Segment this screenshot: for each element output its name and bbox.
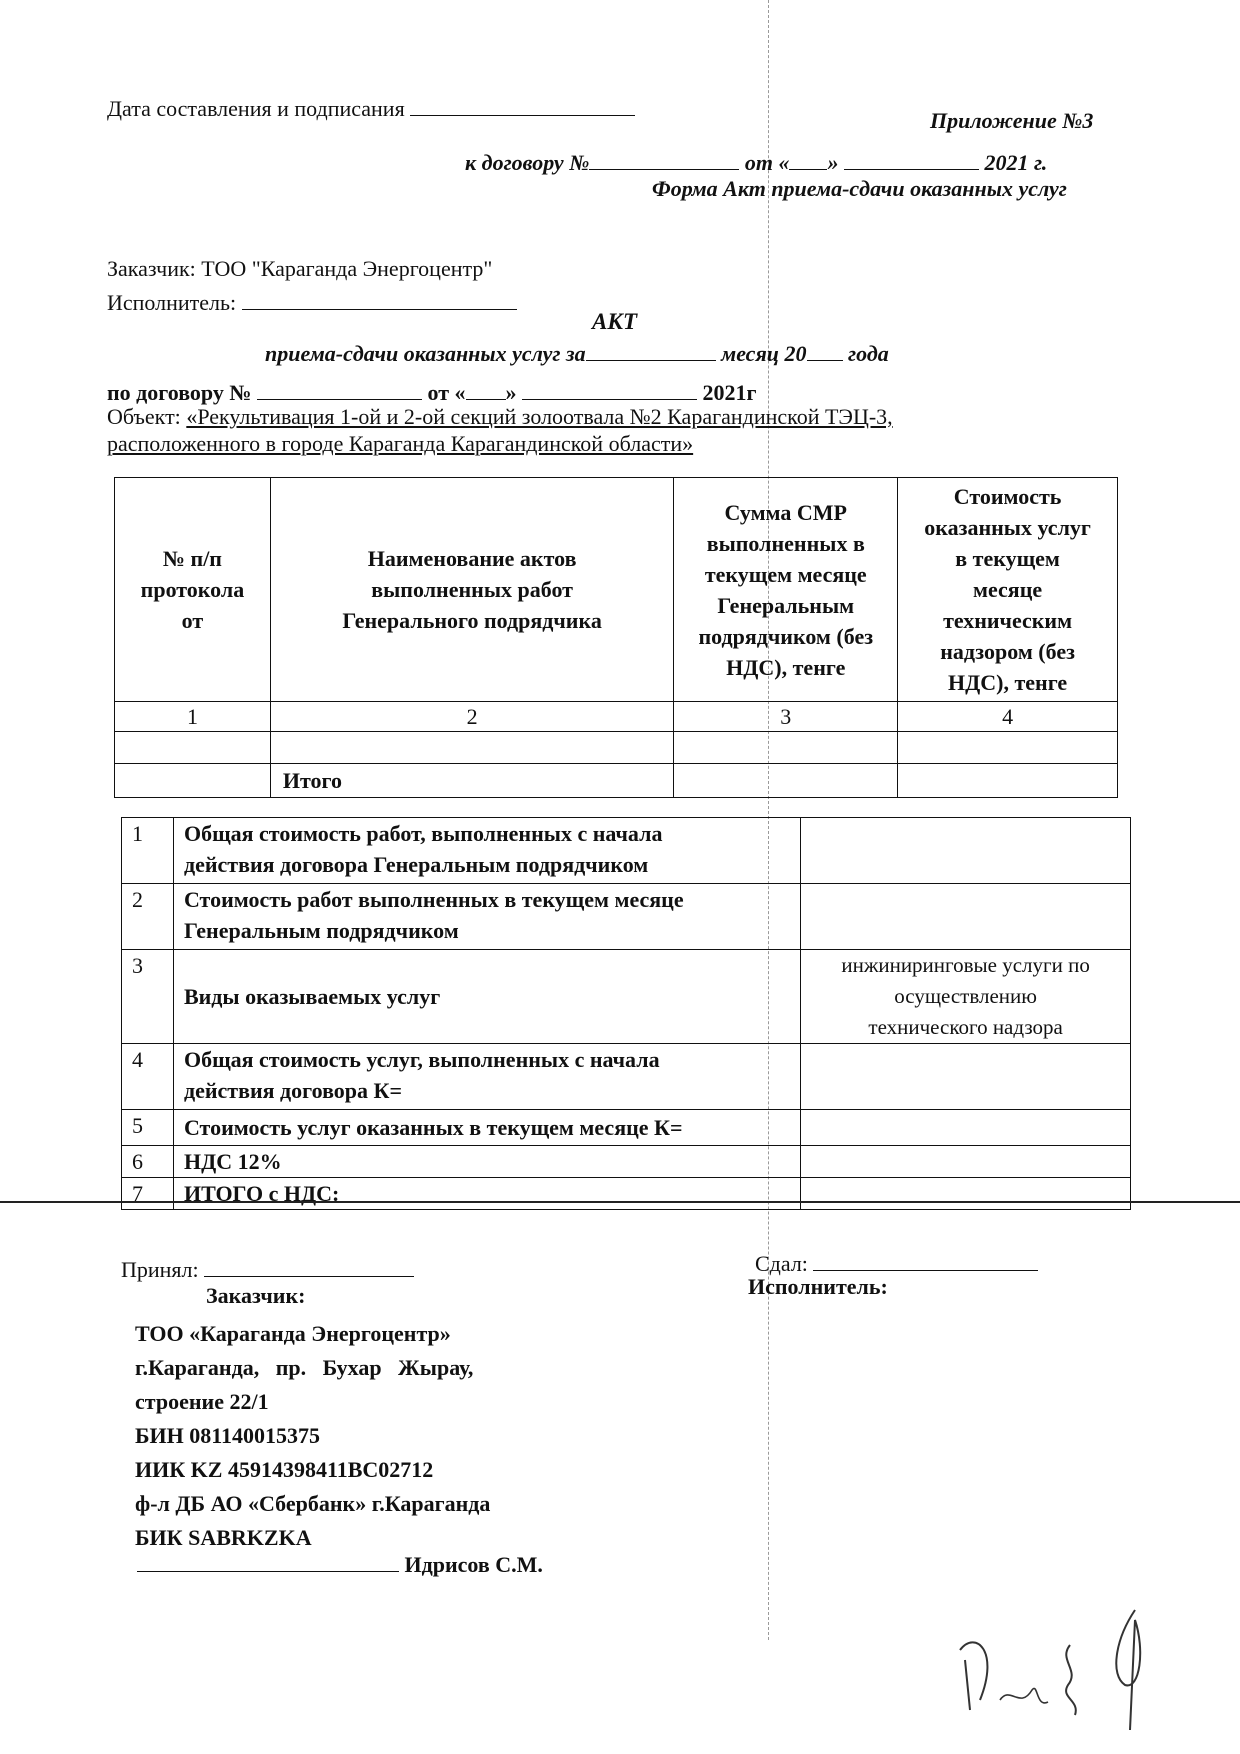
object-label: Объект: <box>107 404 181 429</box>
act-year-prefix: месяц 20 <box>721 341 807 367</box>
header-protocol-line-1: № п/п <box>162 546 222 571</box>
act-contract-number-blank <box>257 376 422 400</box>
executor-label: Исполнитель: <box>107 290 237 316</box>
table-cell <box>674 732 898 764</box>
total-label: Итого <box>270 764 673 798</box>
customer-sign-label: Заказчик: <box>206 1283 306 1308</box>
customer-line: Заказчик: ТОО "Караганда Энергоцентр" <box>107 256 493 281</box>
column-number: 1 <box>115 702 271 732</box>
header-supervision-line-3: в текущем <box>955 546 1060 571</box>
customer-details-line: строение 22/1 <box>135 1389 269 1414</box>
row-value <box>801 1178 1131 1210</box>
act-contract-day-blank <box>466 376 506 400</box>
header-smr-line-2: выполненных в <box>706 530 865 556</box>
row-description-line: Виды оказываемых услуг <box>183 984 441 1009</box>
executor-blank <box>242 286 517 310</box>
header-smr-line-1: Сумма СМР <box>724 499 847 525</box>
row-number: 1 <box>122 818 174 884</box>
customer-details-line: ф-л ДБ АО «Сбербанк» г.Караганда <box>135 1491 491 1516</box>
row-description <box>173 884 800 950</box>
header-supervision-cost <box>898 478 1118 702</box>
customer-details-line: ТОО «Караганда Энергоцентр» <box>135 1321 451 1346</box>
contract-number-blank <box>589 146 739 170</box>
customer-details-line: БИН 081140015375 <box>135 1423 321 1448</box>
customer-details-line: г.Караганда, пр. Бухар Жырау, <box>135 1355 474 1380</box>
header-supervision-line-5: техническим <box>943 608 1073 633</box>
contract-ref-line <box>465 146 1047 176</box>
contract-year: 2021 г. <box>984 150 1048 176</box>
row-value <box>801 1146 1131 1178</box>
handed-blank <box>813 1247 1038 1271</box>
header-smr-line-4: Генеральным <box>717 592 855 618</box>
services-type-line: осуществлению <box>894 984 1037 1008</box>
handwritten-initials <box>940 1590 1170 1740</box>
accepted-label: Принял: <box>121 1257 199 1283</box>
header-supervision-line-2: оказанных услуг <box>924 515 1091 540</box>
header-acts-line-3: Генерального подрядчика <box>342 608 602 633</box>
table-cell <box>115 764 271 798</box>
date-line <box>107 92 635 122</box>
contract-prefix: к договору № <box>465 150 590 176</box>
appendix-label: Приложение №3 <box>930 108 1094 133</box>
summary-table <box>121 817 1131 1210</box>
row-description-line: Общая стоимость услуг, выполненных с начала <box>183 1047 660 1072</box>
header-supervision-line-7: НДС), тенге <box>947 670 1068 695</box>
row-number: 2 <box>122 884 174 950</box>
row-description-line: Стоимость работ выполненных в текущем месяце <box>183 887 684 912</box>
contract-from: от « <box>744 150 790 176</box>
act-period-line <box>265 337 889 367</box>
customer-details-line: БИК SABRKZKA <box>135 1525 312 1550</box>
row-number: 6 <box>122 1146 174 1178</box>
row-description <box>173 1044 800 1110</box>
signatory-line <box>137 1548 543 1578</box>
table-cell <box>115 732 271 764</box>
header-smr-line-3: текущем месяце <box>704 561 867 587</box>
row-description <box>173 950 800 1044</box>
table-cell <box>898 764 1118 798</box>
row-description-line: действия договора К= <box>183 1078 403 1103</box>
summary-row-3 <box>122 950 1131 1044</box>
row-number: 5 <box>122 1110 174 1146</box>
row-number: 4 <box>122 1044 174 1110</box>
contract-day-blank <box>789 146 827 170</box>
header-acts-line-1: Наименование актов <box>367 546 577 571</box>
contract-month-blank <box>844 146 979 170</box>
services-table <box>114 477 1118 798</box>
header-supervision-line-4: месяце <box>973 577 1043 602</box>
column-number: 3 <box>674 702 898 732</box>
object-line-1 <box>107 404 893 430</box>
row-value <box>801 1110 1131 1146</box>
header-smr-sum <box>674 478 898 702</box>
handed-line <box>755 1247 1038 1277</box>
strikethrough-rule <box>0 1201 1240 1203</box>
header-protocol <box>115 478 271 702</box>
services-table-header <box>115 478 1118 702</box>
row-description-line: действия договора Генеральным подрядчиком <box>183 852 649 877</box>
header-smr-line-6: НДС), тенге <box>726 654 846 680</box>
act-contract-line <box>107 376 757 406</box>
act-month-blank <box>586 337 716 361</box>
date-label: Дата составления и подписания <box>107 96 405 122</box>
column-numbers-row <box>115 702 1118 732</box>
table-cell <box>270 732 673 764</box>
header-acts-line-2: выполненных работ <box>371 577 573 602</box>
row-description: НДС 12% <box>173 1146 800 1178</box>
accepted-blank <box>204 1253 414 1277</box>
header-supervision-line-1: Стоимость <box>953 484 1062 509</box>
header-acts-name <box>270 478 673 702</box>
services-type-value <box>801 950 1131 1044</box>
table-cell <box>674 764 898 798</box>
signatory-name: Идрисов С.М. <box>404 1552 543 1578</box>
act-contract-year: 2021г <box>702 380 757 406</box>
row-description: Стоимость услуг оказанных в текущем месяце К= <box>173 1110 800 1146</box>
row-description <box>173 818 800 884</box>
summary-row-6 <box>122 1146 1131 1178</box>
customer-details <box>135 1317 490 1555</box>
signatory-blank <box>137 1548 399 1572</box>
total-row <box>115 764 1118 798</box>
table-cell <box>898 732 1118 764</box>
row-value <box>801 1044 1131 1110</box>
row-value <box>801 818 1131 884</box>
header-smr-line-5: подрядчиком (без <box>698 623 874 649</box>
row-number: 7 <box>122 1178 174 1210</box>
column-number: 4 <box>898 702 1118 732</box>
row-number: 3 <box>122 950 174 1044</box>
customer-details-line: ИИК KZ 45914398411BC02712 <box>135 1457 434 1482</box>
summary-row-7 <box>122 1178 1131 1210</box>
contract-close: » <box>827 150 839 176</box>
table-row <box>115 732 1118 764</box>
act-title: АКТ <box>592 309 637 334</box>
row-description-line: Общая стоимость работ, выполненных с начала <box>183 821 663 846</box>
act-year-blank <box>807 337 843 361</box>
column-number: 2 <box>270 702 673 732</box>
row-value <box>801 884 1131 950</box>
act-contract-prefix: по договору № <box>107 380 252 406</box>
act-year-suffix: года <box>848 341 889 367</box>
summary-row-2 <box>122 884 1131 950</box>
header-protocol-line-2: протокола <box>140 577 245 602</box>
header-supervision-line-6: надзором (без <box>940 639 1075 664</box>
services-type-line: инжиниринговые услуги по <box>841 953 1090 977</box>
act-contract-month-blank <box>522 376 697 400</box>
header-protocol-line-3: от <box>181 608 204 633</box>
executor-line <box>107 286 517 316</box>
object-text-2: расположенного в городе Караганда Карагандинской области» <box>107 431 694 456</box>
row-description-line: Генеральным подрядчиком <box>183 918 459 943</box>
executor-sign-label: Исполнитель: <box>748 1274 888 1299</box>
object-text-1: «Рекультивация 1-ой и 2-ой секций золоотвала №2 Карагандинской ТЭЦ-3, <box>186 404 893 429</box>
handed-label: Сдал: <box>755 1251 808 1277</box>
row-description: ИТОГО с НДС: <box>173 1178 800 1210</box>
date-blank <box>410 92 635 116</box>
services-type-line: технического надзора <box>868 1015 1063 1039</box>
summary-row-1 <box>122 818 1131 884</box>
accepted-line <box>121 1253 414 1283</box>
act-period-label: приема-сдачи оказанных услуг за <box>265 341 586 367</box>
summary-row-4 <box>122 1044 1131 1110</box>
summary-row-5 <box>122 1110 1131 1146</box>
form-title: Форма Акт приема-сдачи оказанных услуг <box>652 176 1067 201</box>
act-contract-from: от « <box>427 380 466 406</box>
act-contract-close: » <box>505 380 517 406</box>
